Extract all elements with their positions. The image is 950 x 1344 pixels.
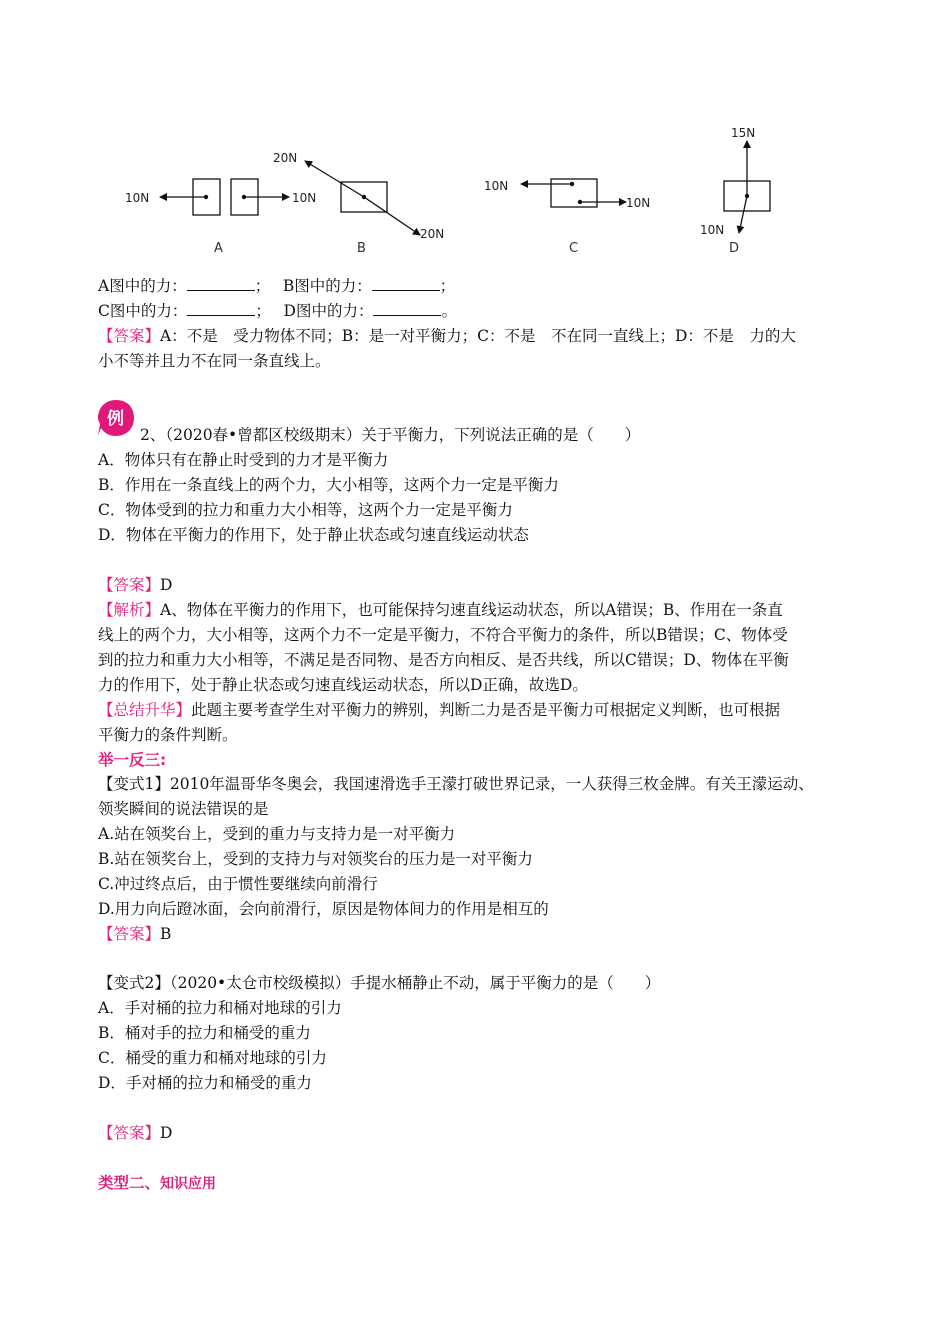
force-diagrams-figure xyxy=(0,0,950,270)
example-answer: 【答案】D xyxy=(98,576,173,594)
blank-d[interactable] xyxy=(373,301,441,316)
diagram-a-label: A xyxy=(214,241,223,256)
diagram-c-right-force: 10N xyxy=(626,196,651,210)
variant2-option-d: D．手对桶的拉力和桶受的重力 xyxy=(98,1074,312,1092)
diagram-b-top-force: 20N xyxy=(273,151,298,165)
variant2-option-b: B．桶对手的拉力和桶受的重力 xyxy=(98,1024,311,1042)
diagram-c-label: C xyxy=(569,241,579,256)
example-analysis-4: 力的作用下，处于静止状态或匀速直线运动状态，所以D正确，故选D。 xyxy=(98,676,588,694)
variant1-option-a: A.站在领奖台上，受到的重力与支持力是一对平衡力 xyxy=(98,825,456,843)
variant1-option-b: B.站在领奖台上，受到的支持力与对领奖台的压力是一对平衡力 xyxy=(98,850,533,868)
example-summary-2: 平衡力的条件判断。 xyxy=(98,726,238,744)
answer-tag: 【答案】 xyxy=(98,327,161,345)
variant2-option-c: C．桶受的重力和桶对地球的引力 xyxy=(98,1049,327,1067)
example-analysis-1: 【解析】A、物体在平衡力的作用下，也可能保持匀速直线运动状态，所以A错误；B、作用在一条直 xyxy=(98,601,783,619)
variant2-title: 【变式2】（2020•太仓市校级模拟）手提水桶静止不动，属于平衡力的是（ ） xyxy=(98,974,661,992)
diagram-c-left-force: 10N xyxy=(484,179,509,193)
diagram-a-right-force: 10N xyxy=(292,191,317,205)
variant2-answer: 【答案】D xyxy=(98,1124,173,1142)
diagram-a-left-force: 10N xyxy=(125,191,150,205)
example-option-c: C．物体受到的拉力和重力大小相等，这两个力一定是平衡力 xyxy=(98,501,513,519)
example-analysis-2: 线上的两个力，大小相等，这两个力不一定是平衡力，不符合平衡力的条件，所以B错误；C、物体受 xyxy=(98,626,788,644)
variant2-option-a: A．手对桶的拉力和桶对地球的引力 xyxy=(98,999,342,1017)
diagram-d-bottom-force: 10N xyxy=(700,223,725,237)
diagram-a xyxy=(125,179,316,256)
example-badge-icon xyxy=(96,398,136,438)
diagram-b-bottom-force: 20N xyxy=(420,227,445,241)
blank-a[interactable] xyxy=(187,276,255,291)
q1-answer-line-2: 小不等并且力不在同一条直线上。 xyxy=(98,352,331,370)
svg-text:例: 例 xyxy=(107,409,124,429)
q1-line-1: A图中的力： ； B图中的力： ； xyxy=(98,277,456,295)
example-title: 2、（2020春•曾都区校级期末）关于平衡力，下列说法正确的是（ ） xyxy=(140,426,641,444)
diagram-d xyxy=(700,126,770,256)
example-summary-1: 【总结升华】此题主要考查学生对平衡力的辨别，判断二力是否是平衡力可根据定义判断，也可根据 xyxy=(98,701,781,719)
variant1-title-1: 【变式1】2010年温哥华冬奥会，我国速滑选手王濛打破世界记录，一人获得三枚金牌。有关王濛运动、 xyxy=(98,775,814,793)
example-option-a: A．物体只有在静止时受到的力才是平衡力 xyxy=(98,451,389,469)
variant1-option-d: D.用力向后蹬冰面，会向前滑行，原因是物体间力的作用是相互的 xyxy=(98,900,549,918)
example-option-b: B．作用在一条直线上的两个力，大小相等，这两个力一定是平衡力 xyxy=(98,476,559,494)
diagram-d-top-force: 15N xyxy=(731,126,756,140)
diagram-d-label: D xyxy=(729,241,740,256)
diagram-c xyxy=(484,179,650,256)
q1-answer-line-1: 【答案】A：不是 受力物体不同；B：是一对平衡力；C：不是 不在同一直线上；D：不是 力的大 xyxy=(98,327,796,345)
q1-line-2: C图中的力： ； D图中的力： 。 xyxy=(98,302,457,320)
example-option-d: D．物体在平衡力的作用下，处于静止状态或匀速直线运动状态 xyxy=(98,526,529,544)
section-2-heading: 类型二、知识应用 xyxy=(98,1174,217,1192)
practice-heading: 举一反三: xyxy=(98,751,167,769)
variant1-answer: 【答案】B xyxy=(98,925,172,943)
variant1-title-2: 领奖瞬间的说法错误的是 xyxy=(98,800,269,818)
example-analysis-3: 到的拉力和重力大小相等，不满足是否同物、是否方向相反、是否共线，所以C错误；D、物体在平衡 xyxy=(98,651,789,669)
blank-c[interactable] xyxy=(187,301,255,316)
blank-b[interactable] xyxy=(372,276,440,291)
variant1-option-c: C.冲过终点后，由于惯性要继续向前滑行 xyxy=(98,875,378,893)
diagram-b-label: B xyxy=(357,241,366,256)
